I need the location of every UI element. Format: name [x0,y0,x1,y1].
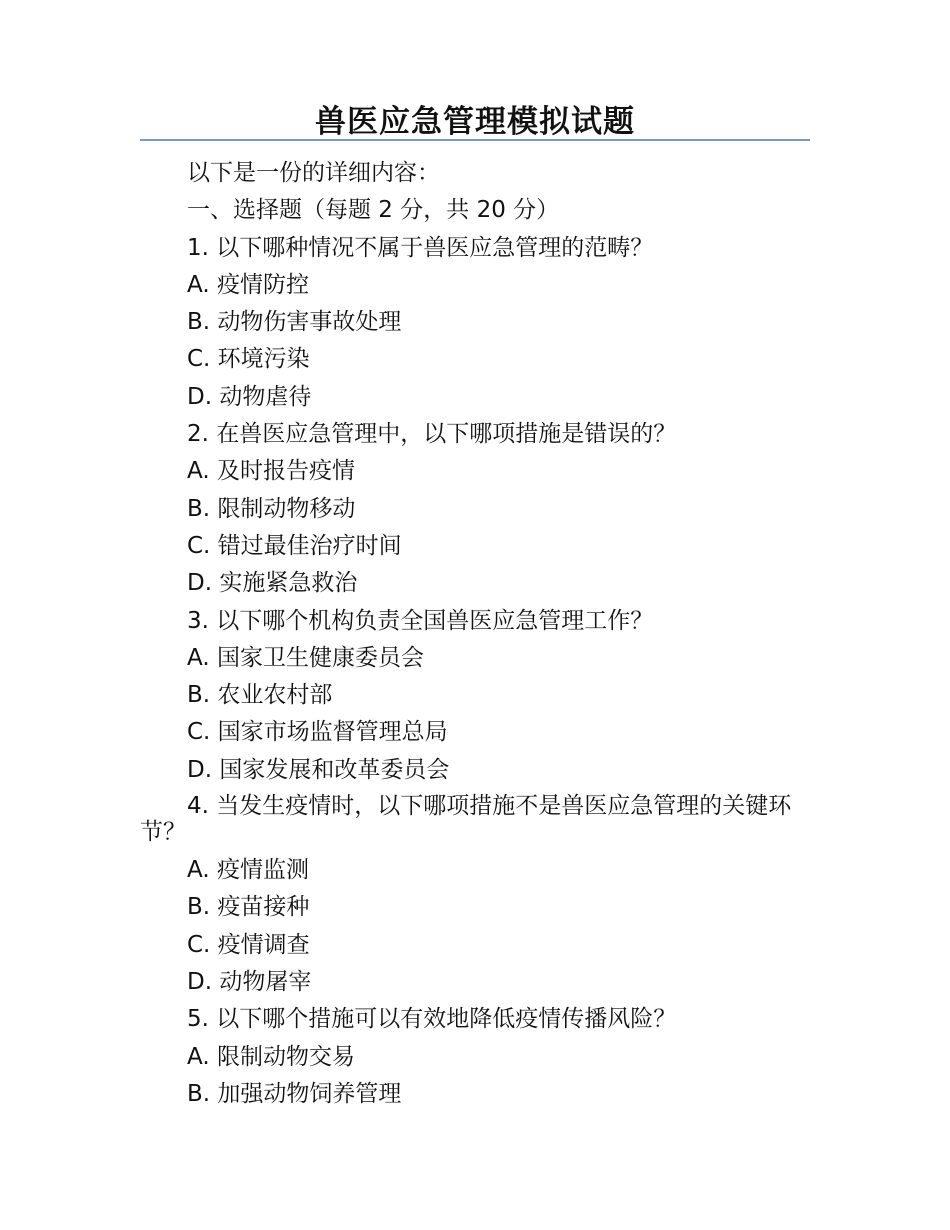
question-2: 2. 在兽医应急管理中，以下哪项措施是错误的？ [187,421,677,448]
option-4d: D. 动物屠宰 [187,968,312,995]
document-title: 兽医应急管理模拟试题 [315,104,635,140]
option-5a: A. 限制动物交易 [187,1043,355,1070]
question-4: 4. 当发生疫情时，以下哪项措施不是兽医应急管理的关键环节？ [140,793,792,846]
option-1d: D. 动物虐待 [187,383,312,410]
question-5: 5. 以下哪个措施可以有效地降低疫情传播风险？ [187,1006,677,1033]
section-heading: 一、选择题（每题 2 分，共 20 分） [187,197,560,224]
option-2a: A. 及时报告疫情 [187,458,355,485]
option-2c: C. 错过最佳治疗时间 [187,532,402,559]
option-3c: C. 国家市场监督管理总局 [187,719,448,746]
intro-line: 以下是一份的详细内容： [187,160,440,186]
option-2b: B. 限制动物移动 [187,495,356,522]
option-3b: B. 农业农村部 [187,682,333,709]
option-1b: B. 动物伤害事故处理 [187,309,402,336]
question-3: 3. 以下哪个机构负责全国兽医应急管理工作？ [187,607,654,634]
option-4a: A. 疫情监测 [187,857,309,884]
option-1c: C. 环境污染 [187,346,310,373]
option-1a: A. 疫情防控 [187,271,309,298]
option-4b: B. 疫苗接种 [187,894,310,921]
option-3d: D. 国家发展和改革委员会 [187,756,450,783]
option-5b: B. 加强动物饲养管理 [187,1080,402,1107]
option-3a: A. 国家卫生健康委员会 [187,644,424,671]
document-body [140,155,810,1113]
option-4c: C. 疫情调查 [187,931,310,958]
option-2d: D. 实施紧急救治 [187,570,358,597]
question-1: 1. 以下哪种情况不属于兽医应急管理的范畴？ [187,234,654,261]
title-underline [140,139,810,141]
